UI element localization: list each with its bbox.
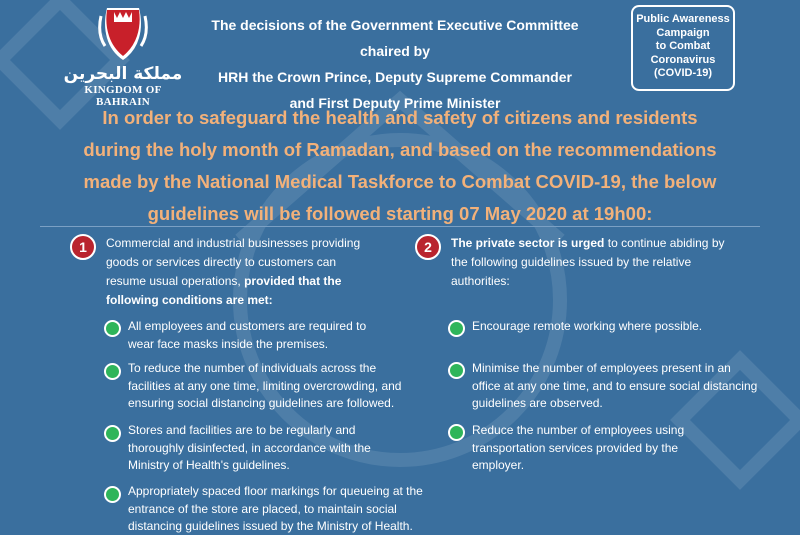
bullet-dot-icon bbox=[104, 320, 121, 337]
section-2-intro-plain: to continue abiding by the following guidelines issued by the relative authorities: bbox=[451, 236, 725, 288]
bullet-dot-icon bbox=[448, 362, 465, 379]
bullet-dot-icon bbox=[448, 424, 465, 441]
section-1-intro bbox=[106, 234, 368, 310]
awareness-campaign-box bbox=[631, 5, 735, 91]
awareness-line-4: Coronavirus bbox=[650, 53, 716, 66]
kingdom-logo bbox=[58, 4, 188, 108]
title-line-1: The decisions of the Government Executive Committee chaired by bbox=[211, 17, 579, 59]
bullet-dot-icon bbox=[104, 486, 121, 503]
section-1-item: Appropriately spaced floor markings for queueing at the entrance of the store are placed, to maintain social distancing guidelines issued by the Ministry of Health. bbox=[128, 484, 423, 533]
awareness-line-2: Campaign bbox=[656, 26, 710, 39]
bullet-dot-icon bbox=[104, 363, 121, 380]
section-1-item: Stores and facilities are to be regularly and thoroughly disinfected, in accordance with the Ministry of Health's guidelines. bbox=[128, 423, 371, 472]
awareness-line-5: (COVID-19) bbox=[653, 67, 713, 79]
section-1-number-badge: 1 bbox=[70, 234, 96, 260]
section-2-number-badge: 2 bbox=[415, 234, 441, 260]
intro-line-1: In order to safeguard the health and safety of citizens and residents bbox=[102, 107, 698, 128]
coat-of-arms-icon bbox=[97, 4, 149, 62]
logo-arabic-text: مملكة البحرين bbox=[63, 64, 183, 84]
section-2-intro bbox=[451, 234, 726, 291]
intro-line-4: guidelines will be followed starting 07 May 2020 at 19h00: bbox=[147, 203, 653, 224]
title-line-2: HRH the Crown Prince, Deputy Supreme Commander bbox=[218, 69, 572, 85]
title-line-3: and First Deputy Prime Minister bbox=[289, 95, 501, 111]
bullet-dot-icon bbox=[104, 425, 121, 442]
section-2-intro-bold: The private sector is urged bbox=[451, 236, 605, 250]
section-1-intro-bold: provided that the following conditions are met: bbox=[106, 274, 342, 307]
logo-english-text: KINGDOM OF BAHRAIN bbox=[84, 84, 162, 108]
intro-line-2: during the holy month of Ramadan, and based on the recommendations bbox=[83, 139, 717, 160]
section-2-item: Reduce the number of employees using transportation services provided by the employer. bbox=[472, 423, 685, 472]
intro-line-3: made by the National Medical Taskforce to Combat COVID-19, the below bbox=[83, 171, 717, 192]
section-1-item: To reduce the number of individuals across the facilities at any one time, limiting overcrowding, and ensuring social distancing guidelines are followed. bbox=[128, 361, 402, 410]
awareness-line-3: to Combat bbox=[655, 40, 711, 52]
bullet-dot-icon bbox=[448, 320, 465, 337]
section-2-item: Minimise the number of employees present in an office at any one time, and to ensure social distancing guidelines are observed. bbox=[472, 361, 758, 410]
intro-statement bbox=[40, 102, 760, 230]
section-1-intro-plain: Commercial and industrial businesses providing goods or services directly to customers can resume usual operations, bbox=[106, 236, 361, 288]
awareness-line-1: Public Awareness bbox=[636, 13, 730, 25]
section-2-item: Encourage remote working where possible. bbox=[472, 319, 703, 333]
page-title bbox=[190, 12, 600, 116]
section-divider bbox=[40, 226, 760, 227]
section-1-item: All employees and customers are required to wear face masks inside the premises. bbox=[128, 319, 367, 351]
